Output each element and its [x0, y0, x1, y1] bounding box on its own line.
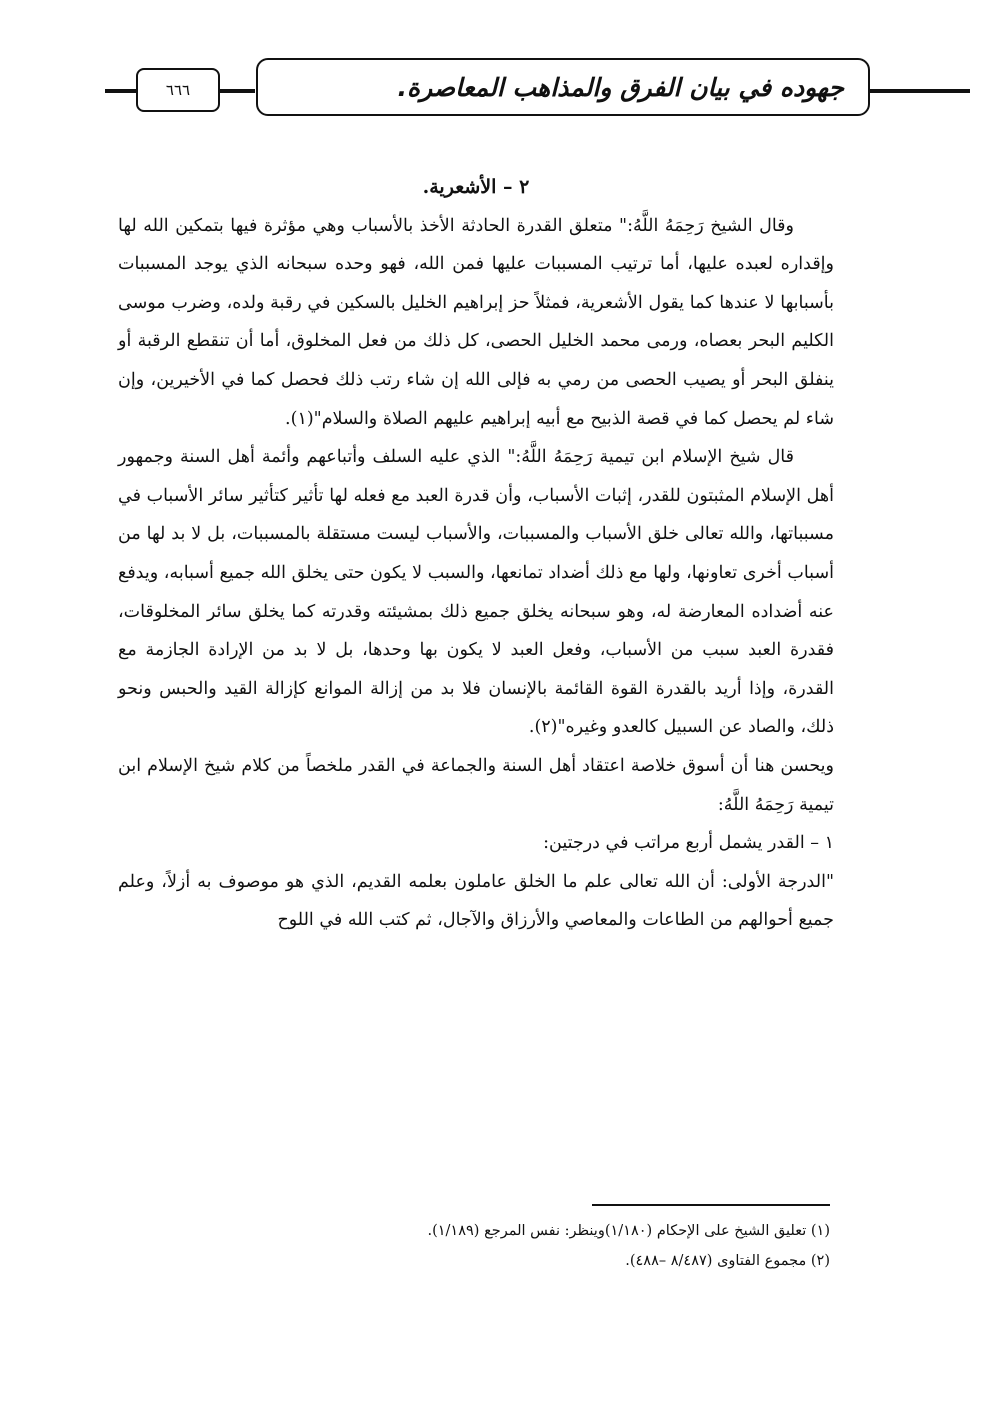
footnote-2: (٢) مجموع الفتاوى (٨/٤٨٧ –٤٨٨). [625, 1253, 830, 1269]
footnote-separator [592, 1204, 830, 1206]
section-heading: ٢ – الأشعرية. [422, 176, 530, 198]
list-item-1: ١ – القدر يشمل أربع مراتب في درجتين: [543, 833, 834, 854]
footnotes [300, 1216, 830, 1276]
header-rule-right [860, 89, 970, 93]
main-content [118, 168, 834, 940]
paragraph-1: وقال الشيخ رَحِمَهُ اللَّهُ:" متعلق القدرة الحادثة الأخذ بالأسباب وهي مؤثرة فيها بتمكين الله لها وإقداره لعبده عليها، أما ترتيب المسببات عليها فمن الله، فهو وحده سبحانه الذي يوجد المسببات بأسبابها لا عندها كما يقول الأشعرية، فمثلاً حز إبراهيم الخليل بالسكين في رقبة ولده، وضرب موسى الكليم البحر بعصاه، ورمى محمد الخليل الحصى، كل ذلك من فعل المخلوق، أما أن تنقطع الرقبة أو ينفلق البحر أو يصيب الحصى من رمي به فإلى الله إن شاء رتب ذلك فحصل كما في الأخيرين، وإن شاء لم يحصل كما في قصة الذبيح مع أبيه إبراهيم عليهم الصلاة والسلام"(١). [118, 215, 834, 429]
page-number: ٦٦٦ [136, 68, 220, 112]
paragraph-4: "الدرجة الأولى: أن الله تعالى علم ما الخلق عاملون بعلمه القديم، الذي هو موصوف به أزلاً، وعلم جميع أحوالهم من الطاعات والمعاصي والأرزاق والآجال، ثم كتب الله في اللوح [118, 871, 834, 931]
running-title: جهوده في بيان الفرق والمذاهب المعاصرة. [256, 58, 870, 116]
paragraph-2: قال شيخ الإسلام ابن تيمية رَحِمَهُ اللَّهُ:" الذي عليه السلف وأتباعهم وأئمة أهل السنة وجمهور أهل الإسلام المثبتون للقدر، إثبات الأسباب، وأن قدرة العبد مع فعله لها تأثير كتأثير سائر الأسباب في مسبباتها، والله تعالى خلق الأسباب والمسببات، والأسباب ليست مستقلة بالمسببات، بل لا بد لها من أسباب أخرى تعاونها، ولها مع ذلك أضداد تمانعها، والسبب لا يكون حتى يخلق الله جميع أسبابه، ويدفع عنه أضداده المعارضة له، وهو سبحانه يخلق جميع ذلك بمشيئته وقدرته كما يخلق سائر المخلوقات، فقدرة العبد سبب من الأسباب، وفعل العبد لا يكون بها وحدها، بل لا بد من الإرادة الجازمة مع القدرة، وإذا أريد بالقدرة القوة القائمة بالإنسان فلا بد من إزالة الموانع كإزالة القيد والحبس ونحو ذلك، والصاد عن السبيل كالعدو وغيره"(٢). [118, 447, 834, 738]
paragraph-3: ويحسن هنا أن أسوق خلاصة اعتقاد أهل السنة والجماعة في القدر ملخصاً من كلام شيخ الإسلام ابن تيمية رَحِمَهُ اللَّهُ: [118, 755, 834, 815]
footnote-1: (١) تعليق الشيخ على الإحكام (١/١٨٠)وينظر: نفس المرجع (١/١٨٩). [427, 1223, 830, 1239]
